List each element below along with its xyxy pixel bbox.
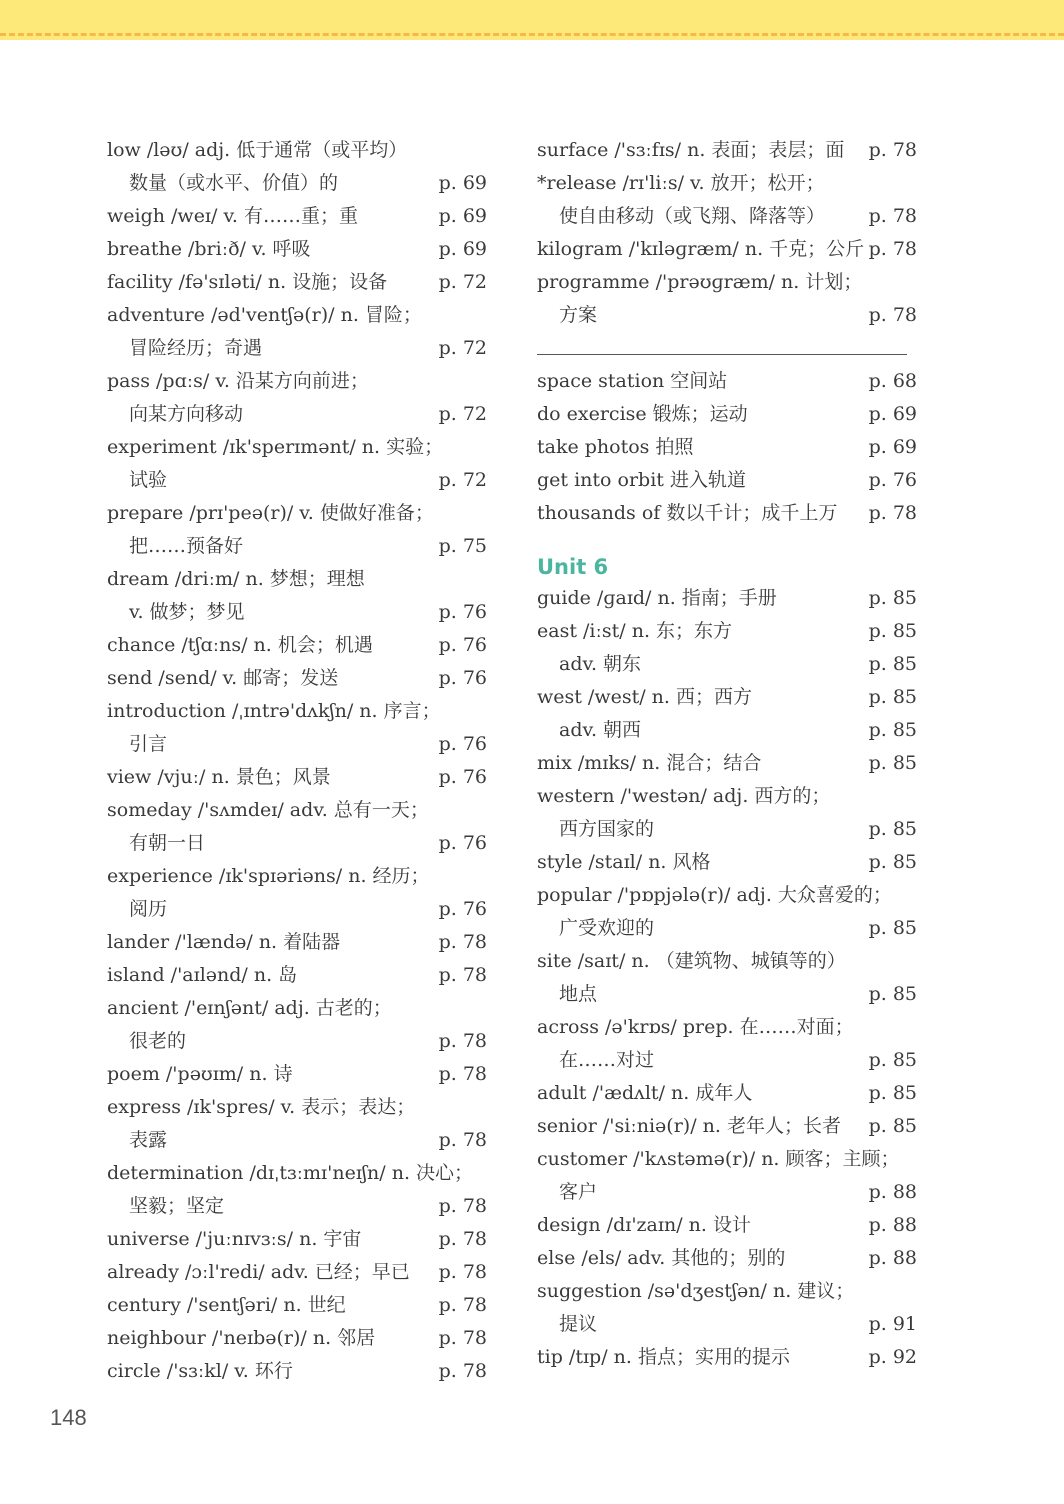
entry-text: west /west/ n. 西；西方 (537, 686, 752, 708)
entry-page-ref: p. 85 (868, 686, 917, 708)
vocab-column-right (537, 134, 917, 1374)
entry-page-ref: p. 78 (438, 1030, 487, 1052)
entry-text: mix /mɪks/ n. 混合；结合 (537, 752, 762, 774)
vocab-entry (107, 695, 487, 728)
entry-page-ref: p. 72 (438, 337, 487, 359)
entry-page-ref: p. 85 (868, 983, 917, 1005)
entry-page-ref: p. 68 (868, 370, 917, 392)
vocab-entry (107, 992, 487, 1025)
vocab-entry (537, 266, 917, 299)
entry-page-ref: p. 78 (868, 502, 917, 524)
entry-text: adventure /əd'ventʃə(r)/ n. 冒险； (107, 304, 422, 326)
vocab-entry (537, 1242, 917, 1275)
entry-page-ref: p. 72 (438, 271, 487, 293)
vocab-entry (537, 398, 917, 431)
entry-text: 使自由移动（或飞翔、降落等） (559, 205, 826, 227)
entry-text: send /send/ v. 邮寄；发送 (107, 667, 339, 689)
entry-page-ref: p. 69 (438, 172, 487, 194)
entry-page-ref: p. 85 (868, 620, 917, 642)
entry-text: poem /'pəʊɪm/ n. 诗 (107, 1063, 293, 1085)
vocab-list-unit5-end (537, 134, 917, 332)
entry-text: prepare /prɪ'peə(r)/ v. 使做好准备； (107, 502, 434, 524)
vocab-entry (107, 134, 487, 167)
vocab-entry (107, 794, 487, 827)
entry-page-ref: p. 78 (868, 205, 917, 227)
vocab-entry (107, 761, 487, 794)
vocab-entry (107, 233, 487, 266)
entry-text: 有朝一日 (129, 832, 206, 854)
vocab-entry (107, 1256, 487, 1289)
entry-text: 引言 (129, 733, 168, 755)
entry-text: adult /'ædʌlt/ n. 成年人 (537, 1082, 753, 1104)
entry-text: 地点 (559, 983, 598, 1005)
vocab-entry (107, 1322, 487, 1355)
vocab-entry (107, 167, 487, 200)
vocab-entry (537, 233, 917, 266)
vocab-entry (107, 893, 487, 926)
entry-text: take photos 拍照 (537, 436, 694, 458)
entry-page-ref: p. 88 (868, 1181, 917, 1203)
entry-text: 表露 (129, 1129, 168, 1151)
entry-page-ref: p. 78 (438, 1195, 487, 1217)
entry-text: adv. 朝东 (559, 653, 642, 675)
vocab-list-unit6 (537, 582, 917, 1374)
entry-text: pass /pɑːs/ v. 沿某方向前进； (107, 370, 369, 392)
entry-page-ref: p. 72 (438, 469, 487, 491)
vocab-entry (537, 1275, 917, 1308)
entry-text: programme /'prəʊɡræm/ n. 计划； (537, 271, 863, 293)
entry-text: island /'aɪlənd/ n. 岛 (107, 964, 298, 986)
entry-text: dream /driːm/ n. 梦想；理想 (107, 568, 365, 590)
entry-page-ref: p. 85 (868, 917, 917, 939)
entry-page-ref: p. 78 (868, 139, 917, 161)
vocab-entry (537, 497, 917, 530)
vocab-entry (537, 945, 917, 978)
entry-page-ref: p. 78 (438, 964, 487, 986)
entry-text: site /saɪt/ n. （建筑物、城镇等的） (537, 950, 846, 972)
entry-text: suggestion /sə'dʒestʃən/ n. 建议； (537, 1280, 855, 1302)
entry-page-ref: p. 78 (438, 1129, 487, 1151)
entry-page-ref: p. 92 (868, 1346, 917, 1368)
entry-text: thousands of 数以千计；成千上万 (537, 502, 838, 524)
entry-text: space station 空间站 (537, 370, 728, 392)
entry-text: get into orbit 进入轨道 (537, 469, 746, 491)
vocab-entry (537, 912, 917, 945)
entry-page-ref: p. 76 (438, 601, 487, 623)
entry-text: 广受欢迎的 (559, 917, 655, 939)
entry-page-ref: p. 85 (868, 1115, 917, 1137)
entry-text: across /ə'krɒs/ prep. 在……对面； (537, 1016, 854, 1038)
vocab-entry (107, 959, 487, 992)
entry-text: 数量（或水平、价值）的 (129, 172, 339, 194)
entry-text: 阅历 (129, 898, 168, 920)
vocab-entry (107, 530, 487, 563)
unit-heading: Unit 6 (537, 555, 609, 579)
entry-page-ref: p. 85 (868, 818, 917, 840)
entry-text: adv. 朝西 (559, 719, 642, 741)
entry-page-ref: p. 78 (438, 1294, 487, 1316)
vocab-entry (537, 1341, 917, 1374)
entry-text: neighbour /'neɪbə(r)/ n. 邻居 (107, 1327, 376, 1349)
phrase-list (537, 365, 917, 530)
vocab-entry (107, 596, 487, 629)
entry-text: surface /'sɜːfɪs/ n. 表面；表层；面 (537, 139, 845, 161)
vocab-entry (107, 926, 487, 959)
vocab-entry (107, 662, 487, 695)
entry-text: 西方国家的 (559, 818, 655, 840)
vocab-entry (107, 827, 487, 860)
entry-text: century /'sentʃəri/ n. 世纪 (107, 1294, 346, 1316)
entry-page-ref: p. 91 (868, 1313, 917, 1335)
entry-text: western /'westən/ adj. 西方的； (537, 785, 831, 807)
vocab-entry (537, 167, 917, 200)
entry-page-ref: p. 76 (438, 733, 487, 755)
vocab-entry (107, 200, 487, 233)
vocab-entry (107, 728, 487, 761)
vocab-entry (107, 464, 487, 497)
entry-text: 向某方向移动 (129, 403, 244, 425)
vocab-entry (107, 1058, 487, 1091)
vocab-entry (537, 582, 917, 615)
entry-page-ref: p. 85 (868, 587, 917, 609)
entry-text: style /staɪl/ n. 风格 (537, 851, 711, 873)
vocab-entry (107, 563, 487, 596)
vocab-entry (537, 1110, 917, 1143)
vocab-entry (537, 365, 917, 398)
vocab-entry (537, 1044, 917, 1077)
vocab-entry (107, 1223, 487, 1256)
entry-page-ref: p. 76 (438, 766, 487, 788)
vocab-entry (537, 879, 917, 912)
vocab-entry (107, 497, 487, 530)
entry-page-ref: p. 78 (438, 1327, 487, 1349)
entry-page-ref: p. 69 (438, 238, 487, 260)
entry-page-ref: p. 78 (438, 1261, 487, 1283)
entry-page-ref: p. 75 (438, 535, 487, 557)
vocab-entry (537, 615, 917, 648)
entry-page-ref: p. 78 (438, 1228, 487, 1250)
entry-page-ref: p. 85 (868, 752, 917, 774)
vocab-entry (107, 1091, 487, 1124)
vocab-entry (107, 1355, 487, 1388)
entry-text: someday /'sʌmdeɪ/ adv. 总有一天； (107, 799, 429, 821)
entry-text: express /ɪk'spres/ v. 表示；表达； (107, 1096, 416, 1118)
entry-text: introduction /ˌɪntrə'dʌkʃn/ n. 序言； (107, 700, 441, 722)
entry-text: guide /ɡaɪd/ n. 指南；手册 (537, 587, 777, 609)
vocab-entry (107, 299, 487, 332)
entry-text: chance /tʃɑːns/ n. 机会；机遇 (107, 634, 373, 656)
vocab-entry (537, 813, 917, 846)
vocab-entry (537, 846, 917, 879)
entry-page-ref: p. 76 (438, 898, 487, 920)
entry-page-ref: p. 78 (438, 931, 487, 953)
vocab-entry (537, 780, 917, 813)
entry-text: tip /tɪp/ n. 指点；实用的提示 (537, 1346, 790, 1368)
entry-text: 提议 (559, 1313, 598, 1335)
section-divider (537, 332, 917, 365)
vocab-entry (107, 266, 487, 299)
entry-text: do exercise 锻炼；运动 (537, 403, 748, 425)
vocab-entry (537, 134, 917, 167)
vocab-entry (537, 978, 917, 1011)
entry-text: 把……预备好 (129, 535, 244, 557)
entry-text: 冒险经历；奇遇 (129, 337, 263, 359)
entry-text: else /els/ adv. 其他的；别的 (537, 1247, 786, 1269)
page-number: 148 (50, 1405, 87, 1430)
entry-page-ref: p. 78 (438, 1360, 487, 1382)
entry-text: already /ɔːl'redi/ adv. 已经；早已 (107, 1261, 410, 1283)
vocab-entry (537, 1011, 917, 1044)
entry-page-ref: p. 76 (438, 634, 487, 656)
vocab-entry (107, 431, 487, 464)
entry-page-ref: p. 88 (868, 1247, 917, 1269)
entry-text: 试验 (129, 469, 168, 491)
entry-text: determination /dɪˌtɜːmɪ'neɪʃn/ n. 决心； (107, 1162, 474, 1184)
vocab-entry (537, 1143, 917, 1176)
entry-page-ref: p. 78 (868, 304, 917, 326)
entry-text: experiment /ɪk'sperɪmənt/ n. 实验； (107, 436, 444, 458)
vocab-entry (107, 398, 487, 431)
vocab-entry (537, 299, 917, 332)
entry-text: *release /rɪ'liːs/ v. 放开；松开； (537, 172, 825, 194)
vocab-entry (107, 1289, 487, 1322)
entry-text: view /vjuː/ n. 景色；风景 (107, 766, 331, 788)
entry-page-ref: p. 88 (868, 1214, 917, 1236)
entry-text: experience /ɪk'spɪəriəns/ n. 经历； (107, 865, 430, 887)
vocab-entry (107, 629, 487, 662)
vocab-entry (537, 648, 917, 681)
vocab-entry (537, 464, 917, 497)
vocab-entry (107, 860, 487, 893)
entry-text: kilogram /'kɪləɡræm/ n. 千克；公斤 (537, 238, 865, 260)
entry-page-ref: p. 85 (868, 653, 917, 675)
entry-text: low /ləʊ/ adj. 低于通常（或平均） (107, 139, 408, 161)
entry-page-ref: p. 85 (868, 1082, 917, 1104)
entry-page-ref: p. 72 (438, 403, 487, 425)
vocab-entry (537, 200, 917, 233)
entry-text: customer /'kʌstəmə(r)/ n. 顾客；主顾； (537, 1148, 900, 1170)
entry-text: circle /'sɜːkl/ v. 环行 (107, 1360, 293, 1382)
vocab-column-left (107, 134, 487, 1388)
vocab-entry (107, 1190, 487, 1223)
entry-text: design /dɪ'zaɪn/ n. 设计 (537, 1214, 751, 1236)
entry-text: 很老的 (129, 1030, 187, 1052)
spacer (537, 530, 917, 552)
vocab-entry (107, 332, 487, 365)
entry-page-ref: p. 78 (438, 1063, 487, 1085)
entry-page-ref: p. 76 (868, 469, 917, 491)
entry-page-ref: p. 69 (438, 205, 487, 227)
entry-text: universe /'juːnɪvɜːs/ n. 宇宙 (107, 1228, 362, 1250)
entry-page-ref: p. 85 (868, 851, 917, 873)
entry-text: ancient /'eɪnʃənt/ adj. 古老的； (107, 997, 392, 1019)
entry-text: lander /'lændə/ n. 着陆器 (107, 931, 341, 953)
entry-text: weigh /weɪ/ v. 有……重；重 (107, 205, 359, 227)
entry-text: facility /fə'sɪləti/ n. 设施；设备 (107, 271, 388, 293)
entry-page-ref: p. 85 (868, 1049, 917, 1071)
vocab-entry (107, 365, 487, 398)
vocab-entry (537, 1176, 917, 1209)
top-dashed-line (0, 33, 1064, 36)
entry-text: east /iːst/ n. 东；东方 (537, 620, 733, 642)
vocab-entry (537, 1209, 917, 1242)
entry-page-ref: p. 78 (868, 238, 917, 260)
vocab-entry (537, 1308, 917, 1341)
vocab-entry (537, 714, 917, 747)
entry-page-ref: p. 69 (868, 403, 917, 425)
vocab-entry (537, 1077, 917, 1110)
entry-page-ref: p. 69 (868, 436, 917, 458)
vocab-entry (107, 1025, 487, 1058)
entry-page-ref: p. 85 (868, 719, 917, 741)
vocab-entry (537, 431, 917, 464)
vocab-entry (537, 681, 917, 714)
entry-text: 坚毅；坚定 (129, 1195, 225, 1217)
vocab-entry (107, 1157, 487, 1190)
vocab-entry (537, 747, 917, 780)
entry-page-ref: p. 76 (438, 667, 487, 689)
entry-text: senior /'siːniə(r)/ n. 老年人；长者 (537, 1115, 841, 1137)
entry-text: v. 做梦；梦见 (129, 601, 245, 623)
entry-text: breathe /briːð/ v. 呼吸 (107, 238, 311, 260)
entry-text: popular /'pɒpjələ(r)/ adj. 大众喜爱的； (537, 884, 892, 906)
vocab-entry (107, 1124, 487, 1157)
entry-text: 在……对过 (559, 1049, 655, 1071)
entry-text: 客户 (559, 1181, 598, 1203)
entry-page-ref: p. 76 (438, 832, 487, 854)
entry-text: 方案 (559, 304, 598, 326)
